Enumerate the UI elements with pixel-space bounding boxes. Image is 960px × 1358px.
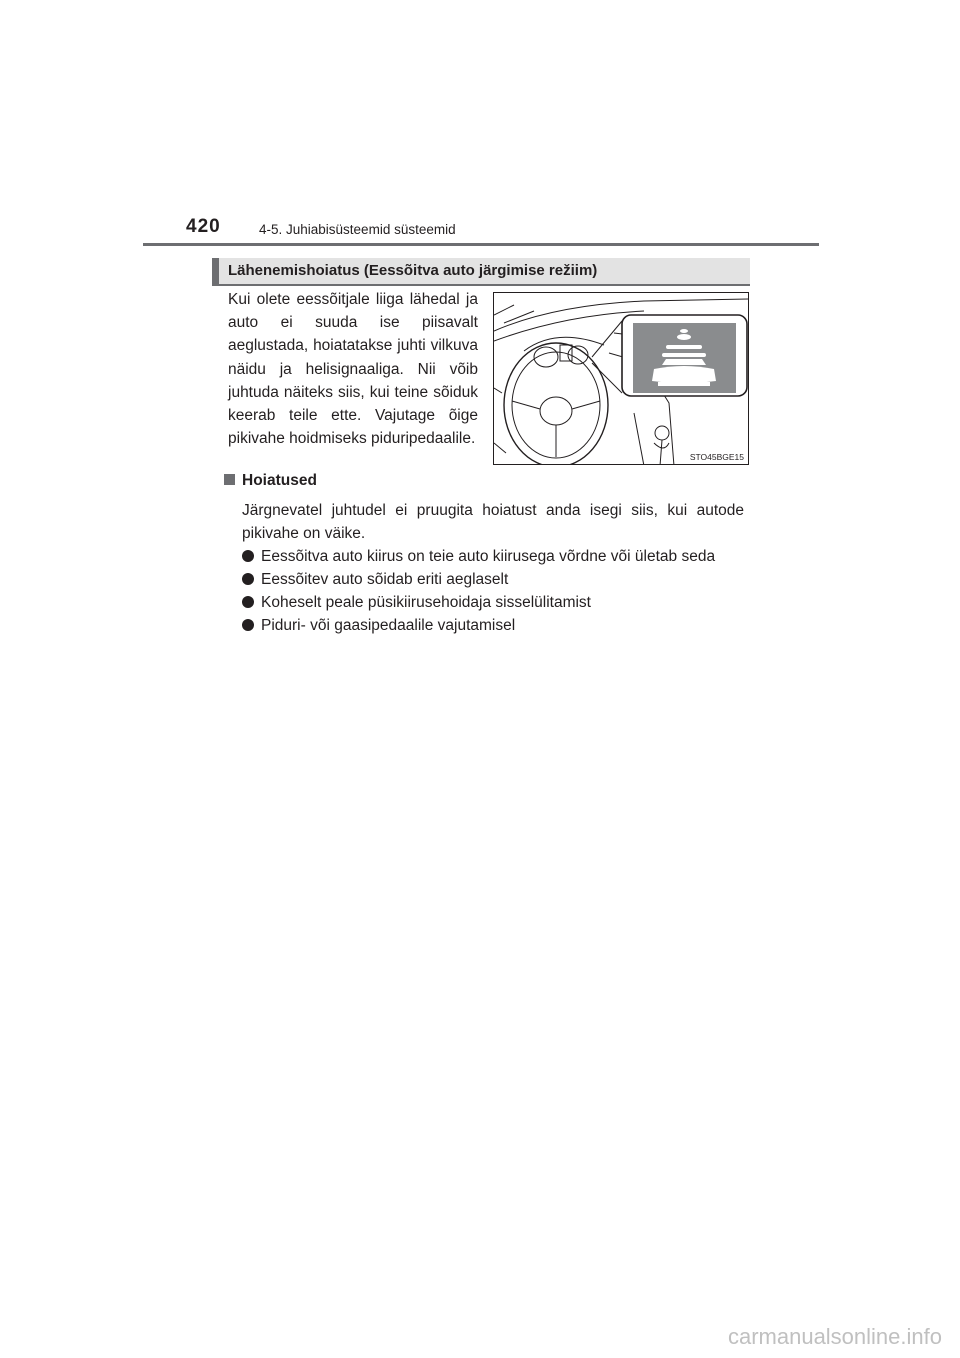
section-accent <box>212 258 219 284</box>
warnings-list <box>242 545 744 637</box>
bullet-dot-icon <box>242 550 254 562</box>
list-item <box>242 568 744 591</box>
figure-code: STO45BGE15 <box>689 452 744 462</box>
section-heading-bar <box>212 258 750 284</box>
list-item-text: Piduri- või gaasipedaalile vajutamisel <box>261 617 516 634</box>
bullet-dot-icon <box>242 619 254 631</box>
list-item-text: Eessõitev auto sõidab eriti aeglaselt <box>261 571 509 588</box>
chapter-title: 4-5. Juhiabisüsteemid süsteemid <box>259 222 456 237</box>
section-title: Lähenemishoiatus (Eessõitva auto järgimise režiim) <box>228 262 598 279</box>
dashboard-illustration <box>493 292 749 465</box>
list-item <box>242 591 744 614</box>
list-item <box>242 545 744 568</box>
bullet-dot-icon <box>242 573 254 585</box>
page-number: 420 <box>186 216 221 237</box>
bullet-dot-icon <box>242 596 254 608</box>
list-item-text: Koheselt peale püsikiirusehoidaja sisselülitamist <box>261 594 591 611</box>
warnings-heading-text: Hoiatused <box>242 472 317 489</box>
warnings-paragraph: Järgnevatel juhtudel ei pruugita hoiatust anda isegi siis, kui autode pikivahe on väike. <box>242 502 744 542</box>
list-item-text: Eessõitva auto kiirus on teie auto kiirusega võrdne või ületab seda <box>261 548 716 565</box>
dashboard-drawing <box>494 293 749 465</box>
intro-paragraph: Kui olete eessõitjale liiga lähedal ja auto ei suuda ise piisavalt aeglustada, hoiatatakse juhti vilkuva näidu ja helisignaaliga. Nii võib juhtuda näiteks siis, kui teine sõiduk keerab teile ette. Vajutage õige pikivahe hoidmiseks piduripedaalile. <box>228 291 478 448</box>
header-rule <box>143 243 819 246</box>
section-underline <box>212 284 750 286</box>
watermark: carmanualsonline.info <box>727 1324 942 1349</box>
warnings-heading <box>224 472 317 490</box>
square-bullet-icon <box>224 474 235 485</box>
list-item <box>242 614 744 637</box>
